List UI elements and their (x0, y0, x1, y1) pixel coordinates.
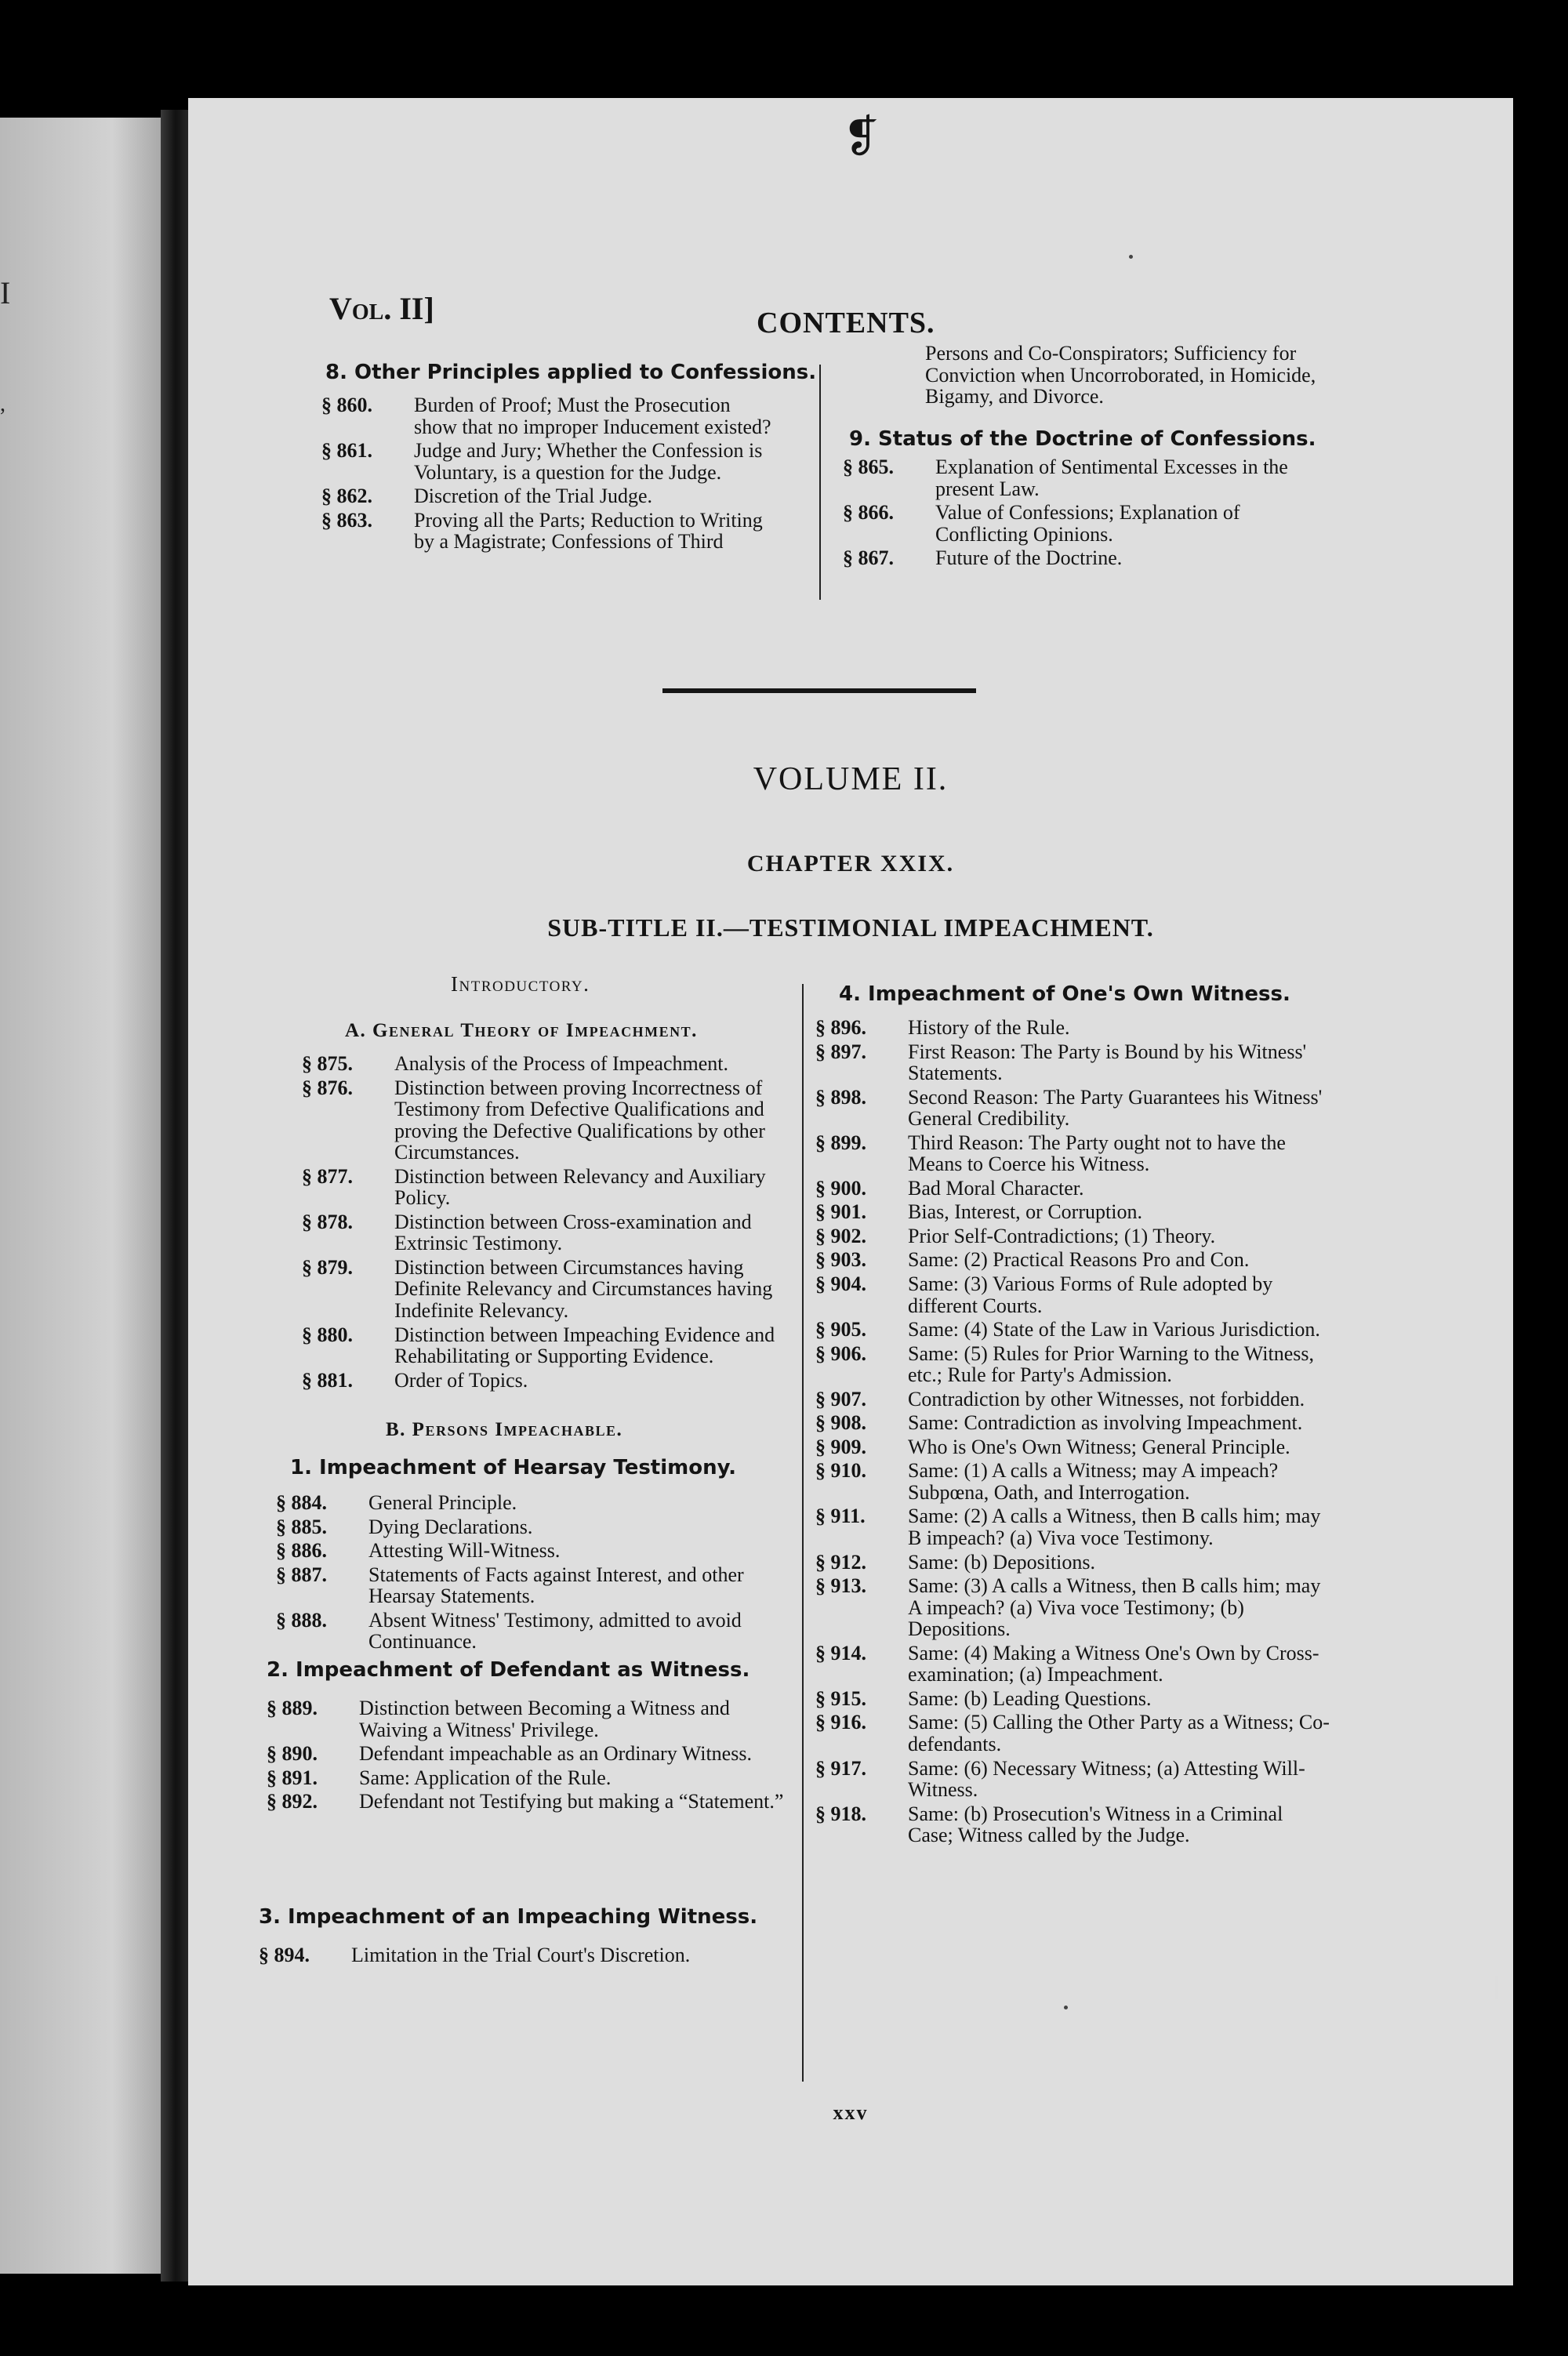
entry-text: Attesting Will-Witness. (368, 1539, 561, 1563)
toc-entry (302, 1324, 784, 1367)
entry-text: Distinction between Circumstances having Definite Relevancy and Circumstances having Indefinite Relevancy. (394, 1255, 773, 1323)
section-number: § 881. (302, 1368, 353, 1392)
entry-text: First Reason: The Party is Bound by his Witness' Statements. (908, 1040, 1307, 1085)
section-number: § 861. (321, 439, 372, 463)
section-number: § 888. (276, 1608, 327, 1632)
margin-mark: I (0, 275, 11, 310)
section-number: § 903. (815, 1248, 866, 1272)
toc-entry (843, 456, 1325, 499)
toc-entry (815, 1460, 1333, 1503)
section-number: § 880. (302, 1323, 353, 1346)
section-number: § 862. (321, 485, 372, 508)
entry-text: Dying Declarations. (368, 1515, 533, 1538)
entry-text: Same: (5) Rules for Prior Warning to the Witness, etc.; Rule for Party's Admission. (908, 1341, 1314, 1387)
entry-text: Distinction between Cross-examination and Extrinsic Testimony. (394, 1210, 752, 1255)
entry-list (276, 1492, 786, 1655)
entry-text: Absent Witness' Testimony, admitted to avoid Continuance. (368, 1608, 742, 1654)
edge-mark (1495, 1976, 1498, 1999)
toc-entry (815, 1412, 1333, 1434)
entry-text: Second Reason: The Party Guarantees his Witness' General Credibility. (908, 1085, 1323, 1131)
entry-text: Same: (5) Calling the Other Party as a Witness; Co-defendants. (908, 1711, 1330, 1755)
toc-entry (815, 1201, 1333, 1223)
section-number: § 907. (815, 1387, 866, 1410)
entry-text: Bias, Interest, or Corruption. (908, 1200, 1142, 1224)
left-page-edge (0, 118, 161, 2274)
entry-text: Same: (3) A calls a Witness, then B calls him; may A impeach? (a) Viva voce Testimony; (b) Depositions. (908, 1574, 1321, 1641)
entry-text: Judge and Jury; Whether the Confession is Voluntary, is a question for the Judge. (414, 439, 763, 484)
toc-entry (815, 1017, 1333, 1039)
toc-entry (815, 1225, 1333, 1247)
section-number: § 901. (815, 1200, 866, 1224)
section-number: § 916. (815, 1711, 866, 1734)
toc-entry (259, 1944, 792, 1966)
toc-entry (815, 1758, 1333, 1801)
section-a-heading: A. General Theory of Impeachment. (345, 1020, 698, 1041)
entry-list (815, 1017, 1333, 1849)
entry-text: Same: Contradiction as involving Impeachment. (908, 1411, 1303, 1435)
entry-text: Limitation in the Trial Court's Discretion. (351, 1944, 691, 1966)
toc-entry (276, 1516, 786, 1538)
toc-entry (815, 1273, 1333, 1316)
running-head-volume: Vol. II] (329, 291, 434, 326)
section-number: § 879. (302, 1255, 353, 1279)
section-number: § 887. (276, 1563, 327, 1586)
book-gutter (161, 110, 191, 2282)
section-number: § 889. (267, 1697, 318, 1719)
toc-entry (276, 1610, 786, 1653)
entry-text: Same: (4) Making a Witness One's Own by Cross-examination; (a) Impeachment. (908, 1641, 1319, 1686)
section-number: § 896. (815, 1016, 866, 1039)
toc-entry (302, 1077, 784, 1163)
section-number: § 892. (267, 1790, 318, 1813)
chapter-title: CHAPTER XXIX. (746, 851, 955, 877)
toc-entry (815, 1178, 1333, 1200)
toc-entry (302, 1211, 784, 1254)
entry-text: Order of Topics. (394, 1368, 528, 1392)
toc-entry (276, 1492, 786, 1514)
entry-text: Same: (b) Leading Questions. (908, 1686, 1152, 1710)
section-number: § 908. (815, 1411, 866, 1435)
toc-entry (815, 1803, 1333, 1846)
section-number: § 914. (815, 1641, 866, 1664)
entry-text: Bad Moral Character. (908, 1176, 1084, 1200)
entry-text: General Principle. (368, 1491, 517, 1514)
section-number: § 865. (843, 456, 894, 478)
toc-entry (815, 1505, 1333, 1548)
toc-entry (267, 1791, 784, 1813)
entry-text: Defendant impeachable as an Ordinary Witness. (359, 1742, 752, 1766)
toc-entry (267, 1743, 784, 1765)
section-number: § 894. (259, 1944, 310, 1966)
entry-text: Third Reason: The Party ought not to have the Means to Coerce his Witness. (908, 1131, 1286, 1176)
entry-text: Same: (b) Depositions. (908, 1550, 1096, 1574)
section-number: § 906. (815, 1341, 866, 1365)
entry-text: Same: (2) Practical Reasons Pro and Con. (908, 1248, 1250, 1272)
pilcrow-mark: ❡ (843, 113, 880, 162)
section-number: § 876. (302, 1076, 353, 1099)
toc-entry (815, 1319, 1333, 1341)
toc-entry (843, 547, 1325, 569)
section-number: § 863. (321, 508, 372, 532)
toc-entry (276, 1564, 786, 1607)
entry-text: Distinction between proving Incorrectness of Testimony from Defective Qualifications and proving the Defective Qualifications by other Circumstances. (394, 1076, 765, 1164)
entry-list (267, 1697, 784, 1815)
subsection-heading: 4. Impeachment of One's Own Witness. (839, 982, 1290, 1006)
section-number: § 915. (815, 1686, 866, 1710)
entry-text: Prior Self-Contradictions; (1) Theory. (908, 1224, 1216, 1247)
continued-entry: Persons and Co-Conspirators; Sufficiency for Conviction when Uncorroborated, in Homicide, Bigamy, and Divorce. (925, 342, 1316, 408)
toc-entry (302, 1257, 784, 1322)
toc-entry (815, 1041, 1333, 1084)
section-number: § 860. (321, 394, 372, 416)
toc-entry (276, 1540, 786, 1562)
book-page (188, 98, 1513, 2285)
toc-entry (815, 1249, 1333, 1271)
toc-entry (815, 1552, 1333, 1574)
entry-text: Same: (2) A calls a Witness, then B calls him; may B impeach? (a) Viva voce Testimony. (908, 1505, 1321, 1550)
section-number: § 885. (276, 1515, 327, 1538)
subsection-heading: 1. Impeachment of Hearsay Testimony. (290, 1456, 737, 1479)
speck (1064, 2006, 1068, 2009)
section-heading: 8. Other Principles applied to Confessions. (325, 361, 817, 384)
toc-entry (321, 510, 772, 553)
column-rule (819, 365, 821, 600)
section-number: § 875. (302, 1052, 353, 1075)
entry-text: Same: (1) A calls a Witness; may A impeach? Subpœna, Oath, and Interrogation. (908, 1459, 1279, 1504)
running-head-title: CONTENTS. (757, 307, 935, 339)
horizontal-rule (662, 688, 976, 693)
entry-text: Same: Application of the Rule. (359, 1766, 612, 1789)
entry-text: Contradiction by other Witnesses, not forbidden. (908, 1387, 1305, 1410)
entry-text: Distinction between Impeaching Evidence and Rehabilitating or Supporting Evidence. (394, 1323, 775, 1368)
section-number: § 877. (302, 1164, 353, 1188)
subsection-heading: 2. Impeachment of Defendant as Witness. (267, 1658, 750, 1682)
entry-list (302, 1053, 784, 1393)
speck (1129, 255, 1133, 259)
section-number: § 884. (276, 1491, 327, 1514)
section-number: § 912. (815, 1550, 866, 1574)
section-number: § 917. (815, 1756, 866, 1780)
section-number: § 898. (815, 1085, 866, 1109)
section-number: § 909. (815, 1435, 866, 1458)
toc-entry (302, 1166, 784, 1209)
toc-entry (815, 1436, 1333, 1458)
toc-entry (321, 394, 772, 437)
section-number: § 918. (815, 1802, 866, 1825)
introductory-heading: Introductory. (451, 972, 590, 996)
toc-entry (815, 1712, 1333, 1755)
section-number: § 897. (815, 1040, 866, 1063)
entry-text: Defendant not Testifying but making a “Statement.” (359, 1790, 784, 1813)
entry-text: Distinction between Becoming a Witness and Waiving a Witness' Privilege. (359, 1697, 730, 1741)
entry-text: Statements of Facts against Interest, and other Hearsay Statements. (368, 1563, 744, 1608)
entry-list (843, 456, 1325, 572)
section-number: § 891. (267, 1766, 318, 1789)
section-number: § 890. (267, 1742, 318, 1766)
entry-text: Same: (6) Necessary Witness; (a) Attesting Will-Witness. (908, 1756, 1305, 1802)
section-number: § 866. (843, 501, 894, 525)
entry-text: Analysis of the Process of Impeachment. (394, 1052, 729, 1075)
section-number: § 911. (815, 1505, 866, 1528)
section-b-heading: B. Persons Impeachable. (386, 1419, 623, 1440)
entry-text: Explanation of Sentimental Excesses in the present Law. (935, 456, 1288, 500)
toc-entry (815, 1575, 1333, 1640)
toc-entry (815, 1389, 1333, 1410)
toc-entry (267, 1697, 784, 1741)
section-number: § 899. (815, 1131, 866, 1154)
section-number: § 913. (815, 1574, 866, 1598)
entry-text: Distinction between Relevancy and Auxiliary Policy. (394, 1164, 766, 1210)
section-number: § 905. (815, 1318, 866, 1341)
subtitle: SUB-TITLE II.—TESTIMONIAL IMPEACHMENT. (547, 913, 1154, 942)
toc-entry (815, 1087, 1333, 1130)
volume-title: VOLUME II. (753, 761, 949, 797)
entry-text: Same: (3) Various Forms of Rule adopted by different Courts. (908, 1272, 1273, 1317)
entry-list (321, 394, 772, 555)
section-number: § 900. (815, 1176, 866, 1200)
toc-entry (321, 440, 772, 483)
column-rule (802, 984, 804, 2082)
toc-entry (267, 1767, 784, 1789)
toc-entry (302, 1053, 784, 1075)
toc-entry (302, 1370, 784, 1392)
entry-text: Discretion of the Trial Judge. (414, 485, 653, 508)
page-number: xxv (833, 2101, 869, 2124)
toc-entry (321, 485, 772, 507)
entry-text: Value of Confessions; Explanation of Conflicting Opinions. (935, 501, 1240, 546)
section-number: § 910. (815, 1459, 866, 1483)
toc-entry (815, 1132, 1333, 1175)
section-number: § 878. (302, 1210, 353, 1233)
section-heading: 9. Status of the Doctrine of Confessions. (849, 427, 1316, 451)
section-number: § 867. (843, 546, 894, 570)
entry-list (259, 1944, 792, 1969)
entry-text: Who is One's Own Witness; General Principle. (908, 1435, 1290, 1458)
section-number: § 886. (276, 1539, 327, 1563)
entry-text: Burden of Proof; Must the Prosecution show that no improper Inducement existed? (414, 394, 771, 438)
entry-text: Same: (b) Prosecution's Witness in a Criminal Case; Witness called by the Judge. (908, 1802, 1283, 1847)
toc-entry (815, 1643, 1333, 1686)
section-number: § 904. (815, 1272, 866, 1296)
toc-entry (815, 1343, 1333, 1386)
toc-entry (843, 502, 1325, 545)
entry-text: History of the Rule. (908, 1016, 1070, 1039)
margin-mark: , (0, 392, 5, 416)
subsection-heading: 3. Impeachment of an Impeaching Witness. (259, 1905, 758, 1929)
entry-text: Same: (4) State of the Law in Various Jurisdiction. (908, 1318, 1320, 1341)
section-number: § 902. (815, 1224, 866, 1247)
entry-text: Proving all the Parts; Reduction to Writing by a Magistrate; Confessions of Third (414, 508, 763, 554)
entry-text: Future of the Doctrine. (935, 546, 1123, 570)
toc-entry (815, 1688, 1333, 1710)
